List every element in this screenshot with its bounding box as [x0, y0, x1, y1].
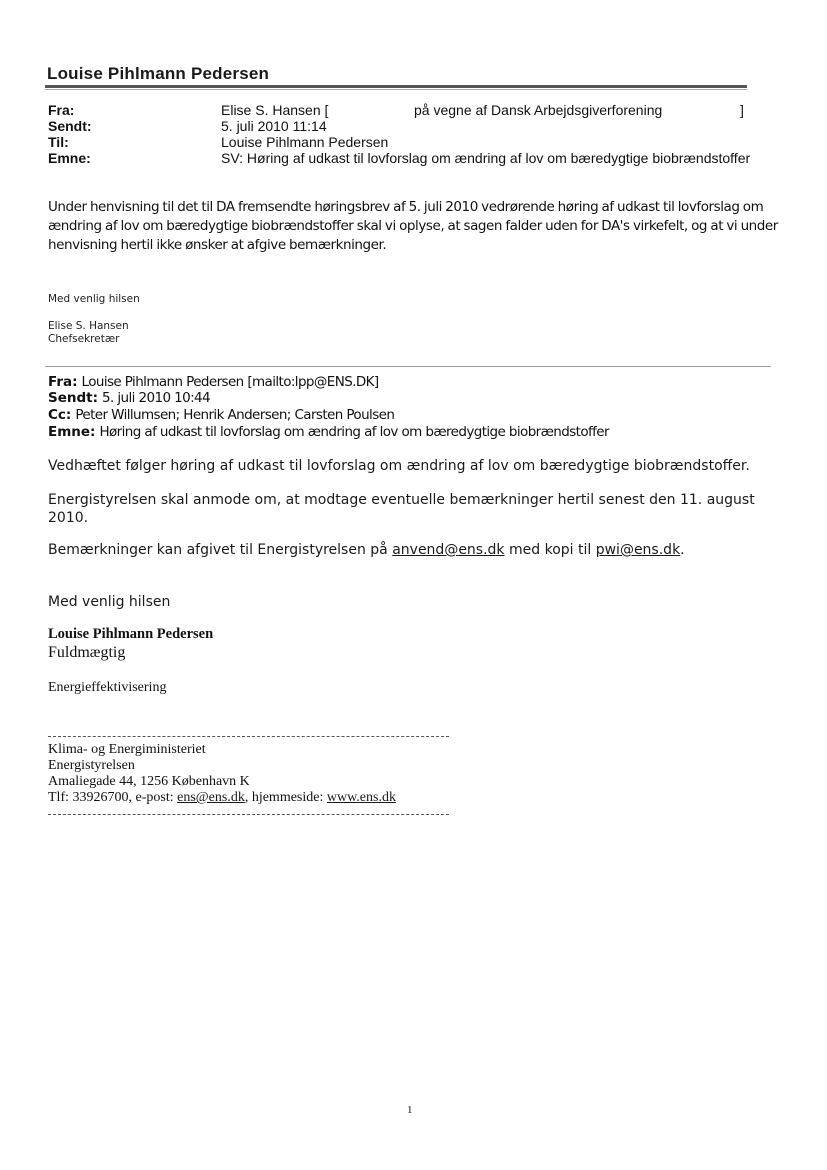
original-from-label: Fra: [48, 374, 78, 390]
reply-subject-label: Emne: [48, 150, 91, 166]
paragraph-3-suffix: . [680, 542, 685, 558]
original-cc-row [48, 406, 394, 424]
original-cc-value: Peter Willumsen; Henrik Andersen; Carsten Poulsen [75, 407, 395, 423]
signature-address: Amaliegade 44, 1256 København K [48, 774, 250, 789]
signature-name: Louise Pihlmann Pedersen [48, 626, 214, 642]
original-paragraph-1: Vedhæftet følger høring af udkast til lovforslag om ændring af lov om bæredygtige biobrændstoffer. [48, 458, 750, 474]
original-sent-row [48, 389, 210, 407]
website-link[interactable]: www.ens.dk [326, 790, 396, 805]
paragraph-3-mid: med kopi til [504, 542, 596, 558]
original-paragraph-2-line-1: Energistyrelsen skal anmode om, at modtage eventuelle bemærkninger hertil senest den 11. august [48, 492, 755, 508]
reply-subject-value: SV: Høring af udkast til lovforslag om ændring af lov om bæredygtige biobrændstoffer [221, 150, 751, 166]
signature-org-line-2: Energistyrelsen [48, 758, 135, 773]
original-paragraph-2-line-2: 2010. [48, 510, 89, 526]
header-rule [45, 85, 747, 88]
original-paragraph-3 [48, 542, 685, 558]
phone-prefix: Tlf: 33926700, e-post: [48, 790, 178, 805]
document-sender-heading: Louise Pihlmann Pedersen [47, 64, 270, 83]
signature-department: Energieffektivisering [48, 680, 167, 695]
ens-email-link[interactable]: ens@ens.dk [177, 790, 245, 805]
original-subject-value: Høring af udkast til lovforslag om ændring af lov om bæredygtige biobrændstoffer [99, 424, 609, 440]
reply-from-value: Elise S. Hansen [ [221, 102, 329, 118]
original-greeting: Med venlig hilsen [48, 594, 171, 610]
pwi-email-link[interactable]: pwi@ens.dk [595, 542, 681, 558]
reply-from-behalf: på vegne af Dansk Arbejdsgiverforening [414, 102, 663, 118]
reply-signer-title: Chefsekretær [48, 333, 120, 345]
anvend-email-link[interactable]: anvend@ens.dk [392, 542, 505, 558]
original-sent-label: Sendt: [48, 390, 99, 406]
page-number: 1 [407, 1104, 413, 1116]
reply-greeting: Med venlig hilsen [48, 293, 140, 305]
original-cc-label: Cc: [48, 407, 72, 423]
web-prefix: , hjemmeside: [244, 790, 327, 805]
reply-from-close: ] [740, 102, 744, 118]
reply-to-label: Til: [48, 134, 69, 150]
paragraph-3-prefix: Bemærkninger kan afgivet til Energistyrelsen på [48, 542, 393, 558]
original-from-value: Louise Pihlmann Pedersen [mailto:lpp@ENS.DK] [81, 374, 379, 390]
signature-contact-line [48, 790, 396, 806]
reply-sent-value: 5. juli 2010 11:14 [221, 118, 327, 134]
reply-from-label: Fra: [48, 102, 75, 118]
header-rule-thin [45, 89, 747, 90]
reply-body: Under henvisning til det til DA fremsendte høringsbrev af 5. juli 2010 vedrørende høring af udkast til lovforslag om ændring af lov om bæredygtige biobrændstoffer skal vi oplyse, at sagen falder uden for DA's virkefelt, og at vi under henvisning hertil ikke ønsker at afgive bemærkninger. [48, 199, 778, 253]
original-subject-row [48, 423, 609, 441]
signature-divider-bottom [48, 814, 449, 815]
original-subject-label: Emne: [48, 424, 96, 440]
signature-divider-top [48, 736, 449, 737]
signature-org-line-1: Klima- og Energiministeriet [48, 742, 206, 757]
reply-sent-label: Sendt: [48, 118, 92, 134]
reply-to-value: Louise Pihlmann Pedersen [221, 134, 389, 150]
message-separator [45, 366, 771, 367]
reply-signer: Elise S. Hansen [48, 320, 129, 332]
original-sent-value: 5. juli 2010 10:44 [102, 390, 211, 406]
signature-title: Fuldmægtig [48, 644, 126, 661]
